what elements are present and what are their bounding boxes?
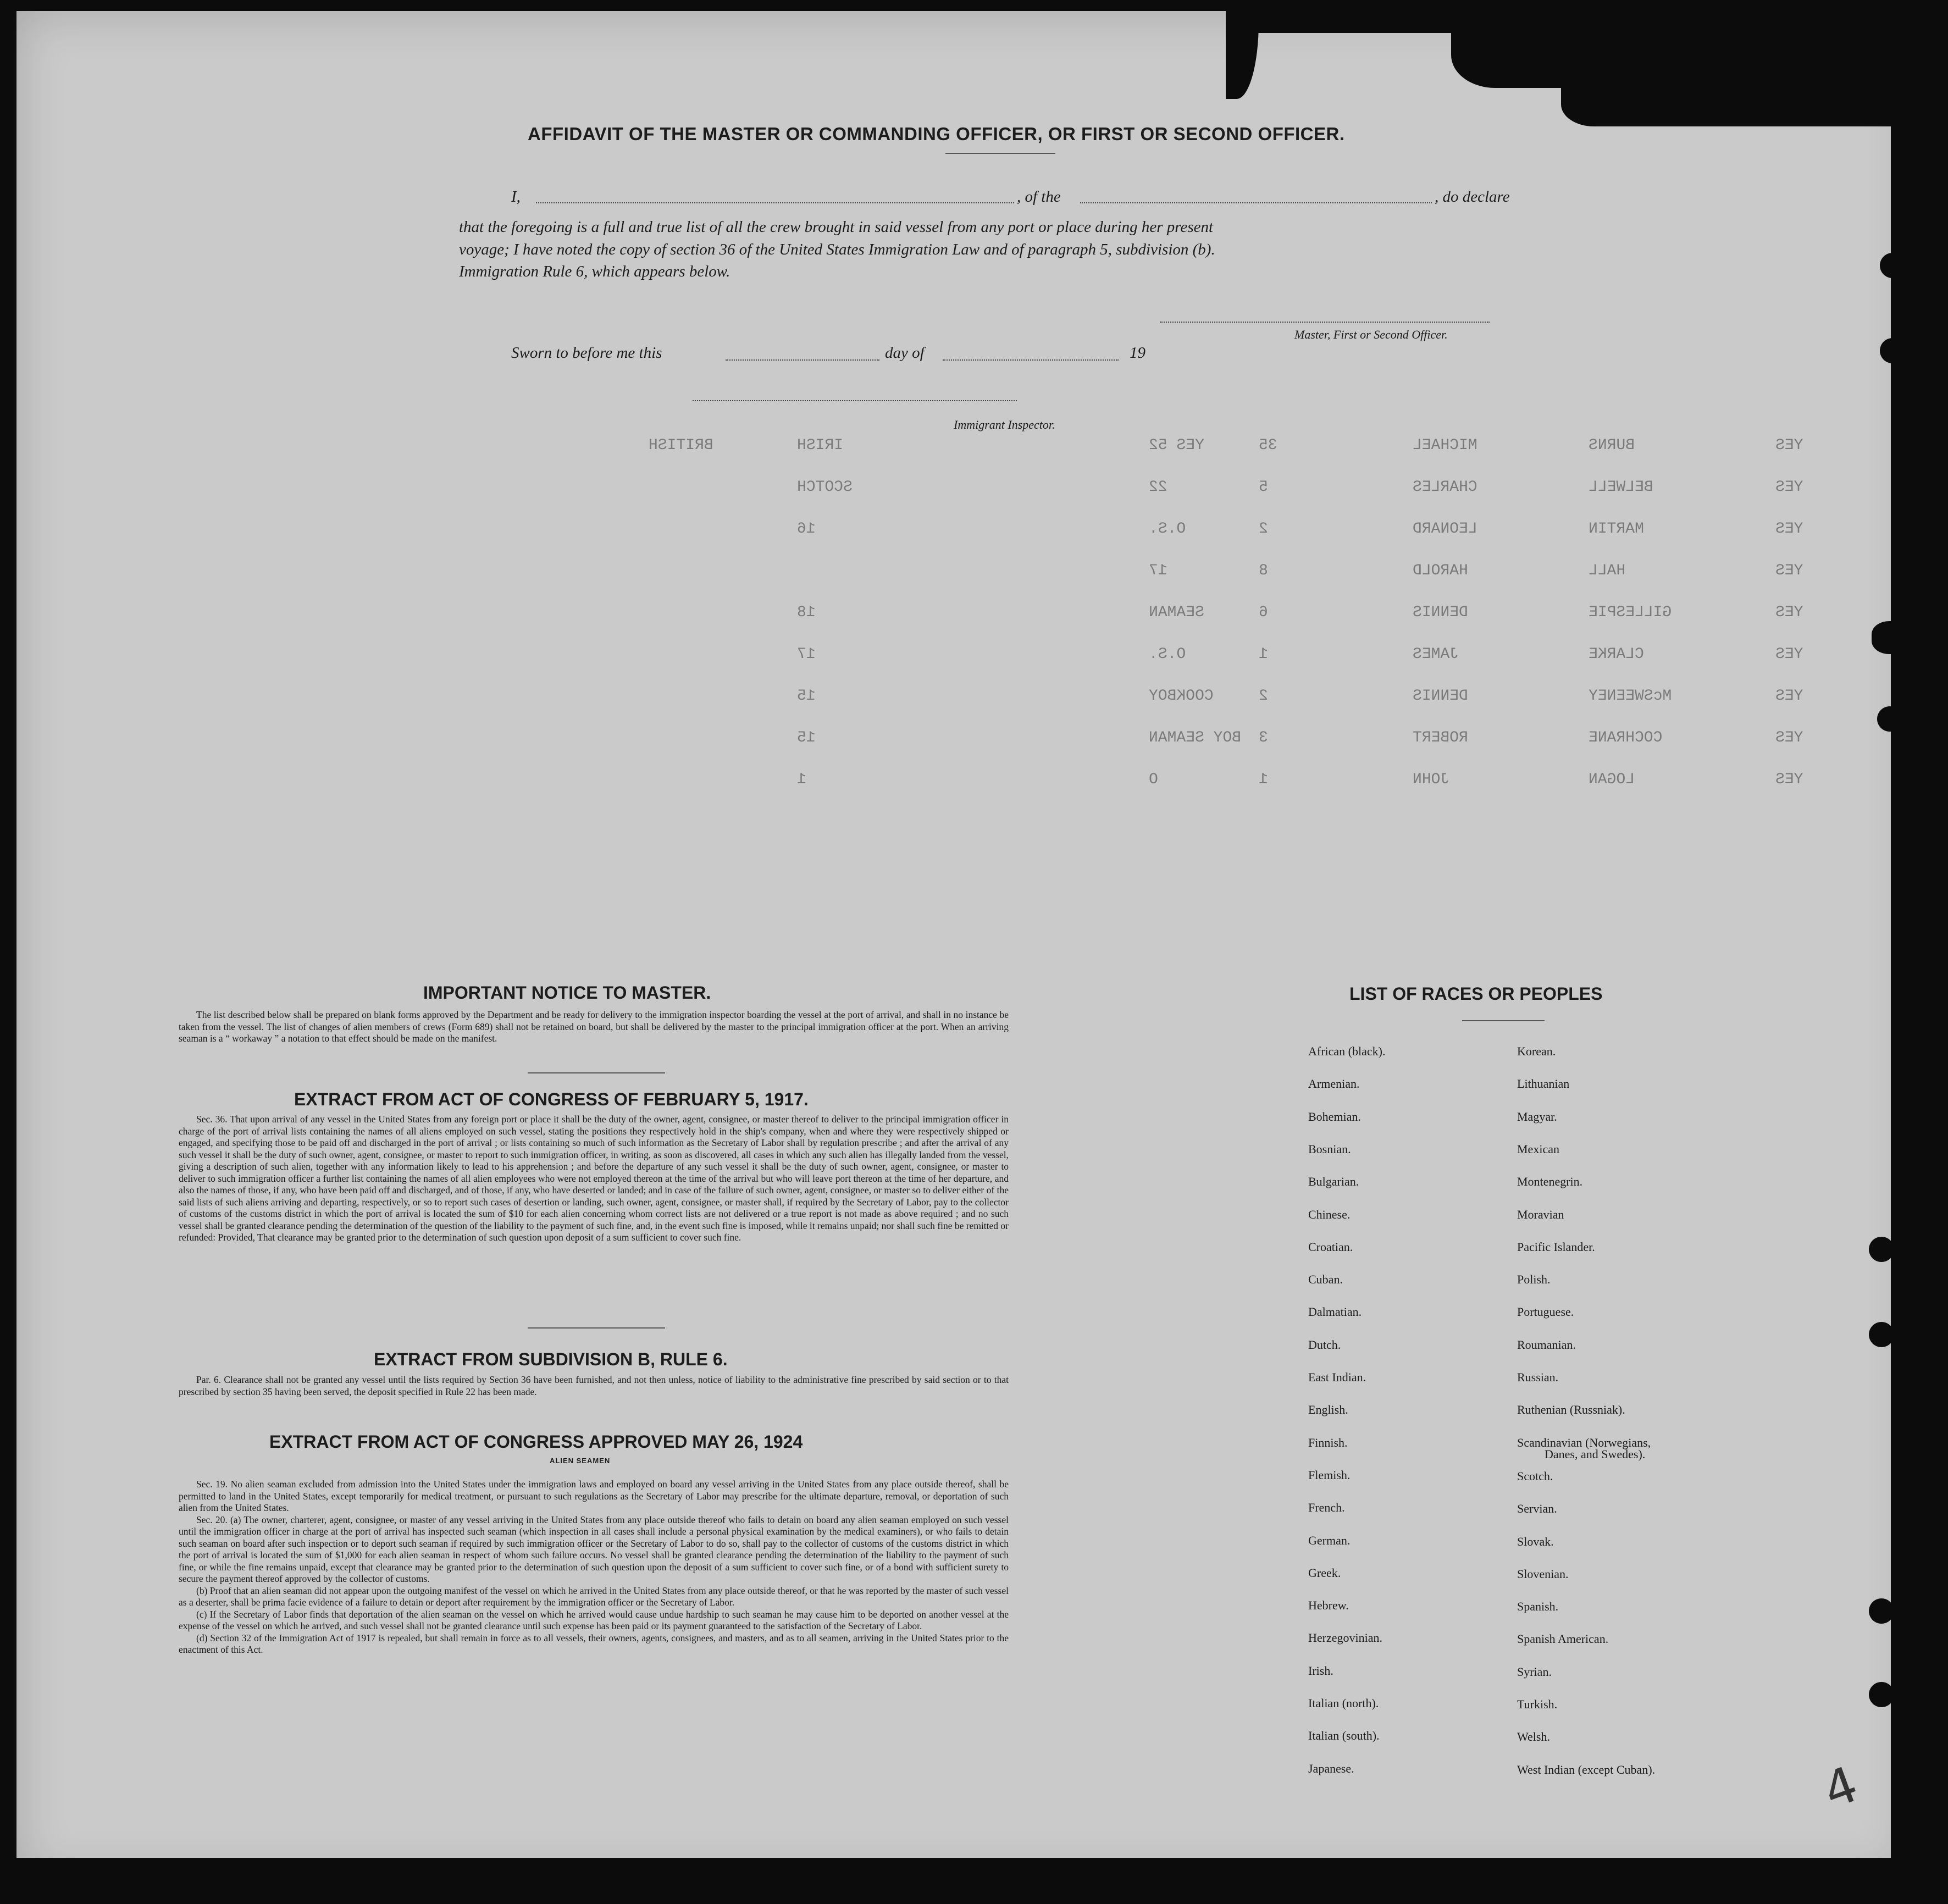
bleed-through-cell: LOGAN [1589, 771, 1635, 788]
sworn-month-field[interactable] [943, 359, 1119, 361]
bleed-through-cell: MARTIN [1589, 521, 1644, 538]
race-item: Hebrew. [1308, 1598, 1349, 1613]
bleed-through-cell: ROBERT [1413, 729, 1468, 746]
race-item: Lithuanian [1517, 1077, 1570, 1091]
bleed-through-cell: JOHN [1413, 771, 1450, 788]
race-item: Finnish. [1308, 1435, 1348, 1449]
race-item: Moravian [1517, 1207, 1564, 1221]
race-item: Slovenian. [1517, 1567, 1569, 1581]
bleed-through-cell: 17 [1149, 562, 1167, 579]
race-item: Dutch. [1308, 1337, 1341, 1352]
sworn-day-field[interactable] [726, 359, 879, 361]
affidavit-of-the: , of the [1017, 188, 1061, 206]
bleed-through-cell: BOY SEAMAN [1149, 729, 1242, 746]
race-item: Scotch. [1517, 1469, 1553, 1483]
vessel-name-field[interactable] [1080, 202, 1432, 203]
bleed-through-cell: 6 [1259, 604, 1268, 621]
extract-1917-paragraph: Sec. 36. That upon arrival of any vessel in the United States from any foreign port or place it shall be the duty of the owner, agent, consignee, or master thereof to deliver to the principal immigration officer in charge of the port of arrival lists containing the names of all aliens employed on such vessel, stating the positions they respectively hold in the ship's company, when and where they were respectively shipped or engaged, and specifying those to be paid off and discharged in the port of arrival ; or lists containing so much of such information as the Secretary of Labor shall by regulation prescribe ; and after the arrival of any such vessel it shall be the duty of such owner, agent, consignee, or master to report to such immigration officer, in writing, as soon as discovered, all cases in which any such alien has illegally landed from the vessel, giving a description of such alien, together with any information likely to lead to his apprehension ; and before the departure of any such vessel it shall be the duty of such owner, agent, consignee, or master to deliver to such immigration officer a further list containing the names of all alien employees who were not employed thereon at the time of the arrival but who will leave port thereon at the time of her departure, and also the names of those, if any, who have been paid off and discharged, and of those, if any, who have deserted or landed; and in case of the failure of such owner, agent, consignee, or master so to deliver either of the said lists of such aliens arriving and departing, respectively, or so to report such cases of desertion or landing, such owner, agent, consignee, or master shall, if required by the Secretary of Labor, pay to the collector of customs of the customs district in which the port of arrival is located the sum of $10 for each alien concerning whom correct lists are not delivered or a true report is not made as above required ; and no such vessel shall be granted clearance pending the determination of the question of the liability to the payment of such fine, and, in the event such fine is imposed, while it remains unpaid; nor shall such fine be remitted or refunded: Provided, That clearance may be granted prior to the determination of such question upon deposit of a sum sufficient to cover such fine. [179, 1114, 1009, 1243]
race-item: African (black). [1308, 1044, 1386, 1058]
notice-paragraph: The list described below shall be prepared on blank forms approved by the Department and be ready for delivery to the immigration inspector boarding the vessel at the port of arrival, and shall in no instance be taken from the vessel. The list of changes of alien members of crews (Form 689) shall not be retained on board, but shall be delivered by the master to the principal immigration officer at the port. When an arriving seaman is a “ workaway ” a notation to that effect should be made on the manifest. [179, 1009, 1009, 1044]
bleed-through-cell: YES [1775, 521, 1803, 538]
binder-hole [1869, 1237, 1894, 1262]
race-item: East Indian. [1308, 1370, 1366, 1384]
bleed-through-cell: COOKBOY [1149, 688, 1214, 705]
race-item: Bohemian. [1308, 1109, 1361, 1123]
race-item: German. [1308, 1533, 1351, 1547]
race-item: Armenian. [1308, 1077, 1360, 1091]
extract-rule6-title: EXTRACT FROM SUBDIVISION B, RULE 6. [374, 1349, 728, 1369]
bleed-through-cell: 15 [797, 729, 816, 746]
sec20c-paragraph: (c) If the Secretary of Labor finds that deportation of the alien seaman on the vessel on which he arrived would cause undue hardship to such seaman he may cause him to be deported on another vessel at the expense of the vessel on which he arrived, and such vessel shall not be granted clearance until such expense has been paid or its payment guaranteed to the satisfaction of the Secretary of Labor. [179, 1608, 1009, 1631]
notice-title: IMPORTANT NOTICE TO MASTER. [423, 983, 711, 1003]
extract-1924-body [179, 1479, 1009, 1656]
right-edge [1891, 0, 1948, 1904]
binder-hole [1869, 1322, 1894, 1347]
race-item: Montenegrin. [1517, 1175, 1583, 1189]
extract-1924-subtitle: ALIEN SEAMEN [550, 1457, 611, 1465]
race-item: Slovak. [1517, 1534, 1554, 1548]
race-scandinavian-cont: Danes, and Swedes). [1545, 1447, 1646, 1461]
master-signature-field[interactable] [1160, 322, 1490, 323]
race-item: Flemish. [1308, 1468, 1351, 1482]
affidavit-i: I, [511, 188, 521, 206]
notice-rule [528, 1072, 665, 1073]
affidavit-line2: that the foregoing is a full and true list of all the crew brought in said vessel from any port or place during her present [459, 218, 1214, 236]
race-item: Syrian. [1517, 1664, 1552, 1679]
race-item: Bulgarian. [1308, 1175, 1359, 1189]
bleed-through-cell: YES [1775, 479, 1803, 496]
bleed-through-cell: 1 [1259, 771, 1268, 788]
bleed-through-cell: DENNIS [1413, 604, 1468, 621]
title-rule [945, 153, 1055, 154]
bleed-through-cell: 1 [797, 771, 806, 788]
bleed-through-cell: 18 [797, 604, 816, 621]
race-item: Ruthenian (Russniak). [1517, 1403, 1625, 1417]
race-item: Italian (south). [1308, 1729, 1380, 1743]
affidavit-title: AFFIDAVIT OF THE MASTER OR COMMANDING OFFICER, OR FIRST OR SECOND OFFICER. [528, 124, 1345, 144]
bleed-through-cell: YES [1775, 646, 1803, 663]
race-item: Russian. [1517, 1370, 1559, 1384]
bleed-through-cell: 15 [797, 688, 816, 705]
bleed-through-cell: 5 [1259, 479, 1268, 496]
race-item: Scandinavian (Norwegians, [1517, 1435, 1651, 1449]
bleed-through-cell: JAMES [1413, 646, 1459, 663]
binder-hole [1872, 621, 1916, 654]
bleed-through-cell: BELWELL [1589, 479, 1653, 496]
bleed-through-cell: 2 [1259, 521, 1268, 538]
race-item: Bosnian. [1308, 1142, 1351, 1156]
bleed-through-cell: CLARKE [1589, 646, 1644, 663]
bleed-through-cell: MICHAEL [1413, 437, 1477, 454]
extract-rule6-body [179, 1374, 1009, 1398]
affidavit-line3: voyage; I have noted the copy of section 36 of the United States Immigration Law and of paragraph 5, subdivision (b). [459, 241, 1215, 258]
inspector-signature-field[interactable] [693, 400, 1017, 401]
race-item: Japanese. [1308, 1761, 1354, 1775]
bleed-through-cell: YES [1775, 688, 1803, 705]
race-item: Polish. [1517, 1272, 1551, 1287]
race-item: Irish. [1308, 1663, 1333, 1678]
bleed-through-cell: 1 [1259, 646, 1268, 663]
bleed-through-cell: BURNS [1589, 437, 1635, 454]
race-item: Herzegovinian. [1308, 1631, 1382, 1645]
sworn-year: 19 [1130, 344, 1145, 362]
race-item: Cuban. [1308, 1272, 1343, 1287]
bleed-through-cell: YES [1775, 604, 1803, 621]
binder-hole [1869, 1598, 1894, 1624]
bleed-through-cell: 35 [1259, 437, 1277, 454]
bleed-through-cell: 2 [1259, 688, 1268, 705]
race-item: Welsh. [1517, 1730, 1550, 1744]
race-item: Korean. [1517, 1044, 1556, 1058]
race-item: Pacific Islander. [1517, 1239, 1595, 1254]
bleed-through-cell: SEAMAN [1149, 604, 1204, 621]
race-item: Turkish. [1517, 1697, 1558, 1711]
bleed-through-cell: O.S. [1149, 646, 1186, 663]
sworn-day-of: day of [885, 344, 925, 362]
margin-pencil-mark: 4 [1816, 1755, 1866, 1820]
master-signature-label: Master, First or Second Officer. [1294, 328, 1448, 341]
bleed-through-cell: DENNIS [1413, 688, 1468, 705]
affidavit-line4: Immigration Rule 6, which appears below. [459, 263, 730, 280]
race-item: English. [1308, 1403, 1348, 1417]
race-item: Greek. [1308, 1565, 1341, 1580]
bleed-through-cell: COCHRANE [1589, 729, 1663, 746]
race-item: Croatian. [1308, 1239, 1353, 1254]
affidavit-declare: , do declare [1435, 188, 1510, 206]
bleed-through-cell: McSWEENEY [1589, 688, 1672, 705]
binder-hole [1880, 338, 1905, 363]
race-item: West Indian (except Cuban). [1517, 1762, 1656, 1776]
master-name-field[interactable] [536, 202, 1014, 203]
bleed-through-cell: 8 [1259, 562, 1268, 579]
bleed-through-cell: YES 52 [1149, 437, 1204, 454]
races-title: LIST OF RACES OR PEOPLES [1349, 984, 1603, 1004]
sec20d-paragraph: (d) Section 32 of the Immigration Act of 1917 is repealed, but shall remain in force as to all vessels, their owners, agents, consignees, and masters, and as to all seamen, arriving in the United States prior to the enactment of this Act. [179, 1632, 1009, 1655]
bleed-through-cell: YES [1775, 562, 1803, 579]
bleed-through-cell: IRISH [797, 437, 844, 454]
race-item: Magyar. [1517, 1109, 1557, 1123]
race-item: Spanish. [1517, 1599, 1559, 1614]
bleed-through-cell: YES [1775, 729, 1803, 746]
extract-1917-title: EXTRACT FROM ACT OF CONGRESS OF FEBRUARY 5, 1917. [294, 1089, 809, 1109]
bleed-through-cell: YES [1775, 437, 1803, 454]
race-item: Servian. [1517, 1502, 1557, 1516]
bleed-through-cell: 3 [1259, 729, 1268, 746]
bleed-through-cell: 17 [797, 646, 816, 663]
bleed-through-cell: CHARLES [1413, 479, 1477, 496]
inspector-label: Immigrant Inspector. [954, 418, 1055, 431]
bleed-through-cell: SCOTCH [797, 479, 853, 496]
race-item: Spanish American. [1517, 1632, 1609, 1646]
binder-hole [1880, 253, 1905, 278]
race-item: Dalmatian. [1308, 1305, 1362, 1319]
bleed-through-cell: O.S. [1149, 521, 1186, 538]
bleed-through-cell: 16 [797, 521, 816, 538]
extract-1924-title: EXTRACT FROM ACT OF CONGRESS APPROVED MAY 26, 1924 [269, 1432, 803, 1452]
bleed-through-cell: YES [1775, 771, 1803, 788]
torn-edge-3 [1561, 66, 1948, 126]
race-item: Portuguese. [1517, 1305, 1574, 1319]
sworn-prefix: Sworn to before me this [511, 344, 662, 362]
bleed-through-cell: HALL [1589, 562, 1626, 579]
bleed-through-cell: GILLESPIE [1589, 604, 1672, 621]
race-item: French. [1308, 1501, 1345, 1515]
race-item: Chinese. [1308, 1207, 1351, 1221]
binder-hole [1869, 1682, 1894, 1707]
race-item: Roumanian. [1517, 1337, 1576, 1352]
bleed-through-cell: O [1149, 771, 1158, 788]
bleed-through-cell: LEONARD [1413, 521, 1477, 538]
bleed-through-cell: BRITISH [649, 437, 713, 454]
binder-hole [1877, 706, 1902, 732]
extract-1917-rule [528, 1327, 665, 1329]
extract-1917-body [179, 1114, 1009, 1244]
race-item: Italian (north). [1308, 1696, 1379, 1710]
bottom-edge [0, 1858, 1948, 1904]
race-item: Mexican [1517, 1142, 1559, 1156]
races-rule [1462, 1020, 1545, 1021]
extract-rule6-paragraph: Par. 6. Clearance shall not be granted any vessel until the lists required by Section 36 have been furnished, and not then unless, notice of liability to the administrative fine prescribed by said section or to that prescribed by section 35 having been served, the deposit specified in Rule 22 has been made. [179, 1374, 1009, 1397]
sec20b-paragraph: (b) Proof that an alien seaman did not appear upon the outgoing manifest of the vessel on which he arrived in the United States from any place outside thereof, or that he was reported by the master of such vessel as a deserter, shall be prima facie evidence of a failure to detain or deport after requirement by the immigration officer or the Secretary of Labor. [179, 1585, 1009, 1608]
bleed-through-cell: 22 [1149, 479, 1167, 496]
bleed-through-cell: HAROLD [1413, 562, 1468, 579]
sec19-paragraph: Sec. 19. No alien seaman excluded from admission into the United States under the immigration laws and employed on board any vessel arriving in the United States from any place outside thereof, shall be permitted to land in the United States, except temporarily for medical treatment, or pursuant to such regulations as the Secretary of Labor may prescribe for the ultimate departure, removal, or deportation of such alien from the United States. [179, 1479, 1009, 1513]
sec20a-paragraph: Sec. 20. (a) The owner, charterer, agent, consignee, or master of any vessel arriving in the United States from any place outside thereof who fails to detain on board any alien seaman employed on such vessel until the immigration officer in charge at the port of arrival has inspected such seaman (which inspection in all cases shall include a personal physical examination by the medical examiners), or who fails to detain such seaman on board after such inspection or to deport such seaman if required by such immigration officer or the Secretary of Labor to do so, shall pay to the collector of customs of the customs district in which the port of arrival is located the sum of $1,000 for each alien seaman in respect of whom such failure occurs. No vessel shall be granted clearance pending the determination of the liability to the payment of such fine, or while the fine remains unpaid, except that clearance may be granted prior to the determination of such question upon the deposit of a sum sufficient to cover such fine, or of a bond with sufficient surety to secure the payment thereof approved by the collector of customs. [179, 1514, 1009, 1584]
notice-body [179, 1009, 1009, 1045]
